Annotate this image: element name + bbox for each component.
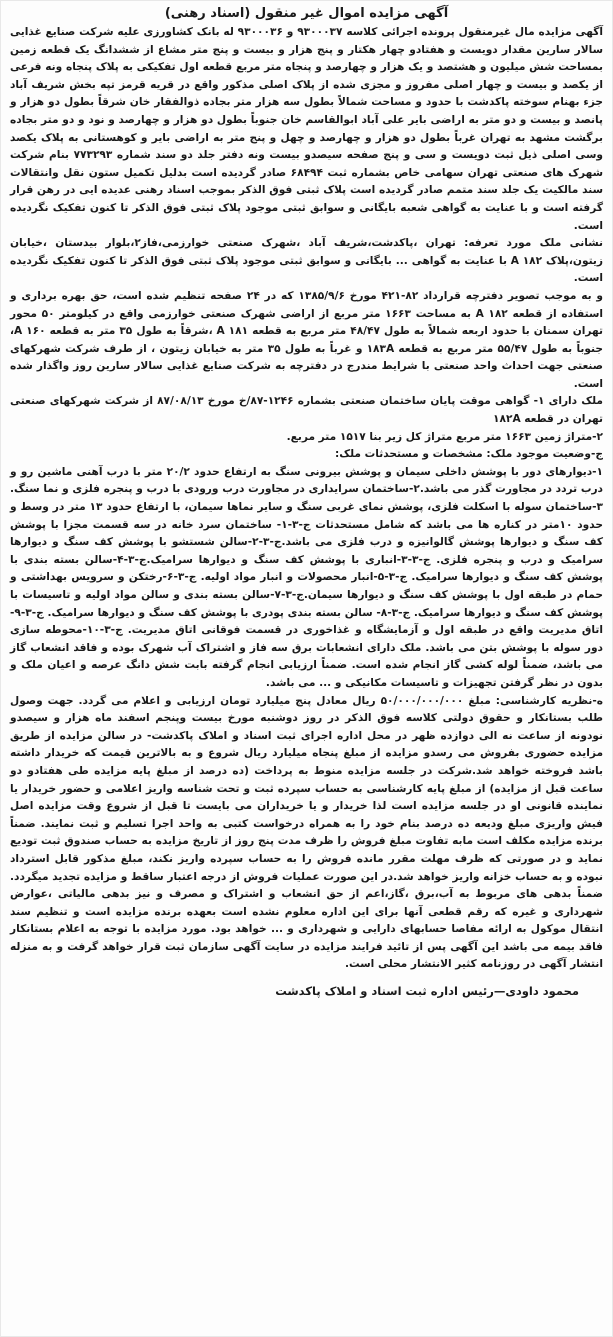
- paragraph-address: نشانی ملک مورد تعرفه: تهران ،پاکدشت،شریف آباد ،شهرک صنعتی خوارزمی،فاز۲،بلوار بیدستان ،خیابان زیتون،پلاک ۱۸۲ A با عنایت به گواهی ... بایگانی و سوابق ثبتی موجود پلاک ثبتی فوق الذکر تا کنون تفکیک نگردیده است.: [10, 237, 604, 285]
- paragraph-area: ۲-متراژ زمین ۱۶۶۳ متر مربع متراژ کل زیر بنا ۱۵۱۷ متر مربع.: [286, 430, 603, 443]
- paragraph-status-heading: ج-وضعیت موجود ملک: مشخصات و مستحدثات ملک:: [335, 448, 603, 461]
- paragraph-property-description: آگهی مزایده مال غیرمنقول پرونده اجرائی کلاسه ۹۳۰۰۰۳۷ و ۹۳۰۰۰۳۶ له بانک کشاورزی علیه شرکت صنایع غذایی سالار سارین مقدار دویست و هفتادو چهار هکتار و پنج هزار و بیست و پنج متر مشاع از ششدانگ یک قطعه زمین بمساحت شش میلیون و هشتصد و یک هزار و چهارصد و پنجاه متر مربع قطعه اول تفکیکی به پلاک پنجاه ونه فرعی از یکصد و بیست و چهار اصلی مفروز و مجزی شده از پلاک اصلی مذکور واقع در قریه قرمز تپه بخش شریف آباد جزء بهنام سوخته پاکدشت با حدود و مساحت شمالاً بطول سه هزار متر بجاده ذوالفقار خان شرقاً بطول دو هزار و پانصد و بیست و دو متر به اراضی بایر علی آباد ابوالقاسم خان جنوباً بطول دو هزار و چهارصد و نود و دو متر بجاده برگشت مشهد به تهران غرباً بطول دو هزار و چهارصد و چهل و پنج متر به اراضی بایر و کوهستانی به پلاک یکصد وسی اصلی ذیل ثبت دویست و سی و پنج صفحه سیصدو بیست ونه دفتر جلد دو سند شماره ۷۷۳۲۹۳ بنام شرکت شهرک های صنعتی تهران سهامی خاص بشماره ثبت ۶۸۴۹۴ صادر گردیده است بدلیل تکمیل ستون نقل وانتقالات سند مالکیت یک جلد سند متمم صادر گردیده است پلاک ثبتی فوق الذکر بموجب اسناد رهنی عدیده ایی در رهن قرار گرفته است و با عنایت به گواهی شعبه بایگانی و سوابق ثبتی موجود پلاک ثبتی فوق الذکر تا کنون تفکیک نگردیده است.: [10, 26, 603, 232]
- notice-title: آگهی مزایده اموال غیر منقول (اسناد رهنی): [164, 6, 449, 21]
- paragraph-appraisal-terms: ه-نظریه کارشناسی: مبلغ ۵۰/۰۰۰/۰۰۰/۰۰۰ ریال معادل پنج میلیارد تومان ارزیابی و اعلام می گردد. جهت وصول طلب بستانکار و حقوق دولتی کلاسه فوق الذکر در روز دوشنبه مورخ بیست وپنجم اسفند ماه هزار و سیصدو نودونه از ساعت نه الی دوازده ظهر در محل اداره اجرای ثبت اسناد و املاک پاکدشت- در سالن مزایده از طریق مزایده حضوری بفروش می رسدو مزایده از مبلغ پنجاه میلیارد ریال شروع و به بالاترین قیمت که خریدار داشته باشد فروخته خواهد شد.شرکت در جلسه مزایده منوط به پرداخت (ده درصد از مبلغ پایه مزایده طی هفتادو دو ساعت قبل از مزایده) از مبلغ پایه کارشناسی به حساب سپرده ثبت و تحت شناسه واریز اعلامی و حضور خریدار یا نماینده قانونی او در جلسه مزایده است لذا خریدار و یا خریداران می بایست تا قبل از شروع وقت مزایده اصل فیش واریزی مبلغ ودیعه ده درصد بنام خود را به همراه درخواست کتبی به واحد اجرا تسلیم و ثبت نمایند. ضمناً برنده مزایده مکلف است مابه تفاوت مبلغ فروش را ظرف مدت پنج روز از تاریخ مزایده به حساب صندوق ثبت تودیع نماید و در صورتی که ظرف مهلت مقرر مانده فروش را به حساب سپرده واریز نکند، مبلغ مذکور قابل استرداد نبوده و به حساب خزانه واریز خواهد شد.در این صورت عملیات فروش از درجه اعتبار ساقط و مزایده تجدید میگردد. ضمناً بدهی های مربوط به آب،برق ،گاز،اعم از حق انشعاب و اشتراک و مصرف و نیز بدهی مالیاتی ،عوارض شهرداری و غیره که رقم قطعی آنها برای این اداره معلوم نشده است بعهده برنده مزایده است و تنظیم سند انتقال موکول به ارائه مفاصا حسابهای دارایی و شهرداری و ... خواهد بود. مورد مزایده با توجه به اعلام بستانکار فاقد بیمه می باشد این آگهی پس از تائید فرایند مزایده در سایت آگهی سازمان ثبت قرار خواهد گرفت و به منزله انتشار آگهی در روزنامه کثیر الانتشار محلی است.: [10, 694, 604, 971]
- signature: محمود داودی—رئیس اداره ثبت اسناد و املاک پاکدشت: [275, 984, 579, 999]
- paragraph-certificate: ملک دارای ۱- گواهی موقت پایان ساختمان صنعتی بشماره ۱۲۴۶-۸۷/خ مورخ ۸۷/۰۸/۱۳ از شرکت شهرکهای صنعتی تهران در قطعه ۱۸۲A: [10, 395, 603, 426]
- paragraph-structures: ۱-دیوارهای دور با پوشش داخلی سیمان و پوشش بیرونی سنگ به ارتفاع حدود ۲۰/۲ متر با درب آهنی ماشین رو و درب تردد در مجاورت گذر می باشد.۲-ساختمان سرایداری در مجاورت درب ورودی با درب و پنجره فلزی و نما سنگ. ۳-ساختمان سوله با اسکلت فلزی، پوشش نمای غربی سنگ و سایر نماها سیمان، با ارتفاع حدود ۱۳ متر در وسط و حدود ۱۰متر در کناره ها می باشد که شامل مستحدثات ج-۳-۱- ساختمان سرد خانه در سه قسمت مجزا با پوشش کف سنگ و دیوارها پوشش گالوانیزه و درب فلزی می باشد.ج-۳-۲-سالن شستشو با پوشش کف سنگ و دیوارها سرامیک و درب و پنجره فلزی. ج-۳-۳-انباری با پوشش کف سنگ و دیوارها سرامیک.ج-۳-۴-سالن بسته بندی با پوشش کف سنگ و دیوارها سرامیک. ج-۳-۵-انبار محصولات و انبار مواد اولیه. ج-۳-۶-رختکن و سرویس بهداشتی و حمام در طبقه اول با پوشش کف سنگ و دیوارها سیمان.ج-۳-۷-سالن بسته بندی و سالن مواد اولیه و تاسیسات با پوشش کف سنگ و دیوارها سرامیک. ج-۳-۸- سالن بسته بندی پودری با پوشش کف سنگ و دیوارها سرامیک. ج-۳-۹-اتاق مدیریت واقع در طبقه اول و آزمایشگاه و غذاخوری در قسمت فوقانی اتاق مدیریت. ج-۳-۱۰-محوطه سازی دور سوله با پوشش بتن می باشد. ملک دارای انشعابات برق سه فاز و اشتراک آب شهرک بوده و فاقد انشعاب گاز می باشد، ضمناً لوله کشی گاز انجام شده است. ضمناً ارزیابی انجام گرفته بابت شش دانگ عرصه و اعیان ملک و بدون در نظر گرفتن تجهیزات و تاسیسات مکانیکی و ... می باشد.: [10, 465, 604, 689]
- notice-body: [10, 24, 603, 974]
- paragraph-contract: و به موجب تصویر دفترچه قرارداد ۸۲-۴۲۱ مورخ ۱۳۸۵/۹/۶ که در ۲۴ صفحه تنظیم شده است، حق بهره برداری و استفاده از قطعه ۱۸۲ A به مساحت ۱۶۶۳ متر مربع از اراضی شهرک صنعتی خوارزمی واقع در کیلومتر ۵۰ محور تهران سمنان با حدود اربعه شمالاً به طول ۴۸/۴۷ متر مربع به قطعه ۱۸۱ A ،شرقاً به طول ۳۵ متر به قطعه ۱۶۰ A، جنوباً به طول ۵۵/۴۷ متر مربع به قطعه ۱۸۳A و غرباً به طول ۳۵ متر به خیابان زیتون ، از طرف شرکت شهرکهای صنعتی جهت احداث واحد صنعتی با شرایط مندرج در دفترچه به شرکت صنایع غذایی سالار سارین روز واگذار شده است.: [10, 289, 604, 390]
